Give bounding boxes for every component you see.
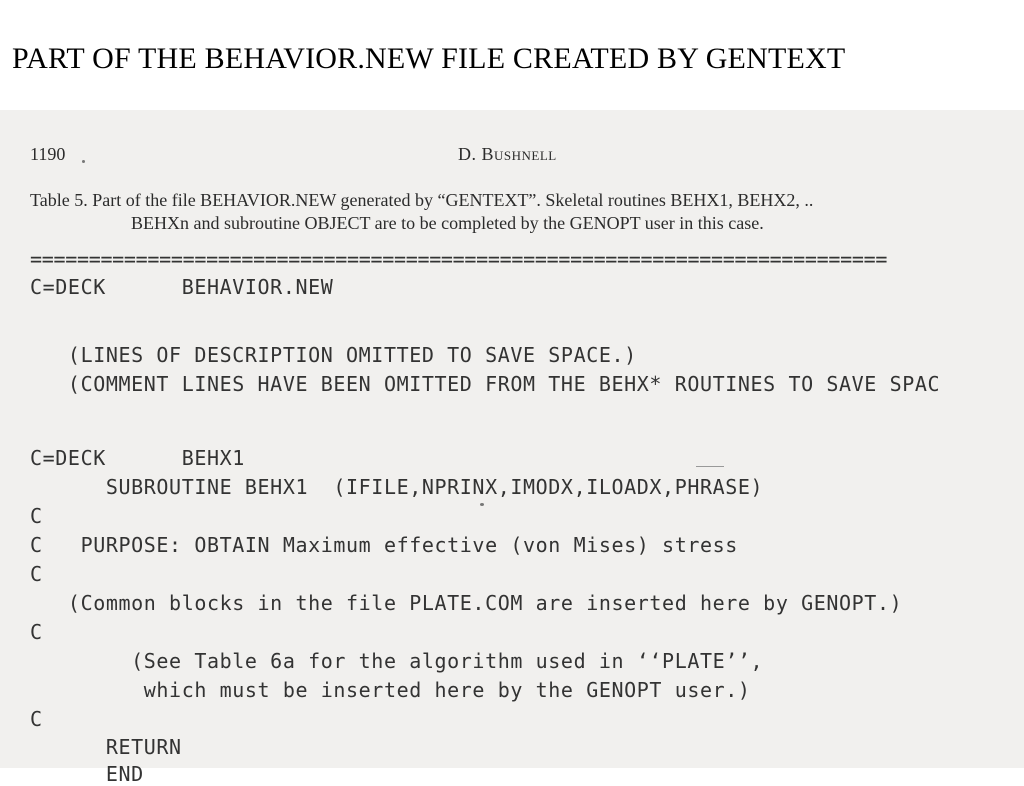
- code-line-return: RETURN: [30, 735, 182, 759]
- code-line-comments-omitted: (COMMENT LINES HAVE BEEN OMITTED FROM THE BEHX* ROUTINES TO SAVE SPAC: [30, 372, 941, 396]
- table-caption-line-1: Table 5. Part of the file BEHAVIOR.NEW generated by “GENTEXT”. Skeletal routines BEHX1, BEHX2, ..: [30, 190, 814, 210]
- separator-rule: =========================================================================: [30, 247, 888, 271]
- code-line-comment: C: [30, 504, 43, 528]
- code-line-description-omitted: (LINES OF DESCRIPTION OMITTED TO SAVE SPACE.): [30, 343, 637, 367]
- code-line-comment: C: [30, 562, 43, 586]
- code-line-common-blocks: (Common blocks in the file PLATE.COM are inserted here by GENOPT.): [30, 591, 903, 615]
- code-line-comment: C: [30, 620, 43, 644]
- code-line-subroutine: SUBROUTINE BEHX1 (IFILE,NPRINX,IMODX,ILOADX,PHRASE): [30, 475, 764, 499]
- scan-speck: [82, 160, 85, 163]
- scan-speck: [696, 466, 724, 467]
- code-line-deck-behx1: C=DECK BEHX1: [30, 446, 245, 470]
- page-number: 1190: [30, 144, 66, 164]
- code-line-comment: C: [30, 707, 43, 731]
- code-line-insert-note: which must be inserted here by the GENOPT user.): [30, 678, 751, 702]
- page-author: D. Bushnell: [458, 144, 557, 164]
- scan-speck: [480, 503, 484, 506]
- code-line-purpose: C PURPOSE: OBTAIN Maximum effective (von Mises) stress: [30, 533, 738, 557]
- slide-title: PART OF THE BEHAVIOR.NEW FILE CREATED BY GENTEXT: [12, 42, 846, 75]
- code-line-end: END: [30, 762, 144, 786]
- scanned-page: [0, 110, 1024, 786]
- code-line-deck-behavior: C=DECK BEHAVIOR.NEW: [30, 275, 334, 299]
- table-caption-line-2: BEHXn and subroutine OBJECT are to be completed by the GENOPT user in this case.: [131, 213, 764, 233]
- code-line-see-table: (See Table 6a for the algorithm used in ‘‘PLATE’’,: [30, 649, 764, 673]
